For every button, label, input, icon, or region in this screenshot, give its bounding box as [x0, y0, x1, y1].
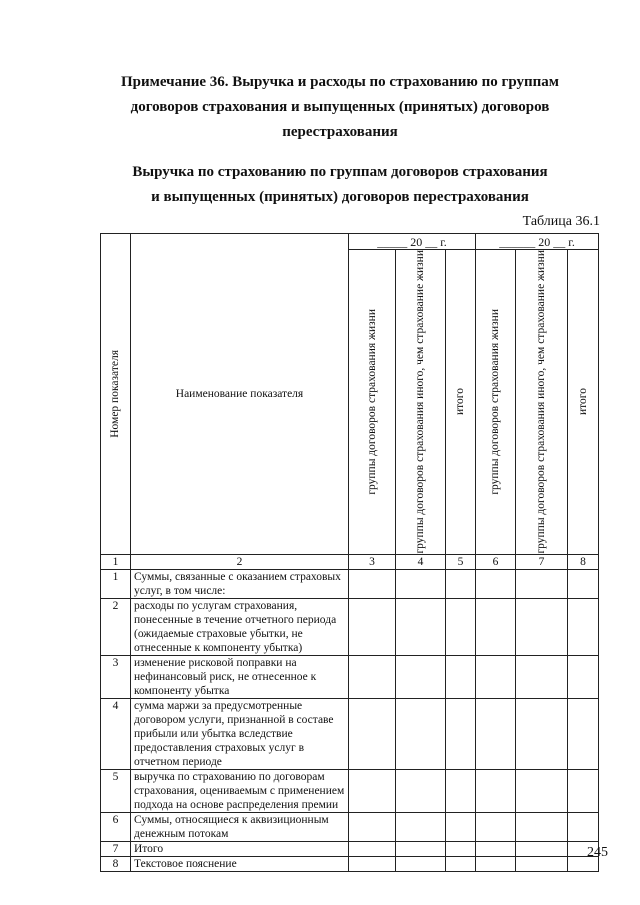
table-row: [101, 698, 599, 769]
value-cell: [349, 856, 396, 871]
value-cell: [349, 769, 396, 812]
header-number: Номер показателя: [101, 234, 131, 555]
page-title: [90, 70, 590, 145]
value-cell: [568, 598, 599, 655]
value-cell: [396, 598, 446, 655]
row-name: сумма маржи за предусмотренные договором услуги, признанной в составе прибыли или убытка вследствие предоставления страховых услуг в отчетном периоде: [131, 698, 349, 769]
table-heading-line-2: и выпущенных (принятых) договоров перестрахования: [151, 189, 529, 205]
value-cell: [568, 655, 599, 698]
value-cell: [516, 598, 568, 655]
value-cell: [516, 856, 568, 871]
value-cell: [476, 841, 516, 856]
value-cell: [446, 841, 476, 856]
value-cell: [396, 769, 446, 812]
value-cell: [476, 698, 516, 769]
header-life-2: группы договоров страхования жизни: [476, 250, 516, 555]
row-number: 8: [101, 856, 131, 871]
col-index-7: 7: [516, 554, 568, 569]
value-cell: [476, 569, 516, 598]
value-cell: [349, 841, 396, 856]
title-line-1: Примечание 36. Выручка и расходы по страхованию по группам: [121, 74, 559, 90]
value-cell: [446, 569, 476, 598]
value-cell: [476, 769, 516, 812]
value-cell: [396, 841, 446, 856]
col-index-8: 8: [568, 554, 599, 569]
header-name: Наименование показателя: [131, 234, 349, 555]
table-row: [101, 655, 599, 698]
value-cell: [568, 769, 599, 812]
value-cell: [446, 812, 476, 841]
value-cell: [396, 698, 446, 769]
row-name: Итого: [131, 841, 349, 856]
value-cell: [349, 569, 396, 598]
row-number: 7: [101, 841, 131, 856]
value-cell: [396, 655, 446, 698]
row-number: 2: [101, 598, 131, 655]
header-life-1: группы договоров страхования жизни: [349, 250, 396, 555]
value-cell: [516, 698, 568, 769]
row-name: изменение рисковой поправки на нефинансовый риск, не отнесенное к компоненту убытка: [131, 655, 349, 698]
row-number: 6: [101, 812, 131, 841]
value-cell: [516, 769, 568, 812]
revenue-table: [100, 233, 599, 872]
header-period-1: _____ 20 __ г.: [349, 234, 476, 250]
value-cell: [349, 698, 396, 769]
row-number: 5: [101, 769, 131, 812]
value-cell: [516, 569, 568, 598]
col-index-2: 2: [131, 554, 349, 569]
value-cell: [396, 569, 446, 598]
value-cell: [516, 812, 568, 841]
header-total-1: итого: [446, 250, 476, 555]
title-line-2: договоров страхования и выпущенных (принятых) договоров: [130, 99, 550, 115]
value-cell: [476, 598, 516, 655]
title-line-3: перестрахования: [282, 124, 398, 140]
row-number: 1: [101, 569, 131, 598]
value-cell: [446, 769, 476, 812]
value-cell: [446, 856, 476, 871]
table-row: [101, 598, 599, 655]
value-cell: [349, 812, 396, 841]
row-name: расходы по услугам страхования, понесенные в течение отчетного периода (ожидаемые страховые убытки, не отнесенные к компоненту убытка): [131, 598, 349, 655]
value-cell: [476, 812, 516, 841]
table-row: [101, 841, 599, 856]
header-nonlife-1: группы договоров страхования иного, чем страхование жизни: [396, 250, 446, 555]
value-cell: [349, 655, 396, 698]
col-index-1: 1: [101, 554, 131, 569]
row-number: 4: [101, 698, 131, 769]
value-cell: [446, 655, 476, 698]
row-name: выручка по страхованию по договорам страхования, оцениваемым с применением подхода на основе распределения премии: [131, 769, 349, 812]
row-name: Суммы, относящиеся к аквизиционным денежным потокам: [131, 812, 349, 841]
page-number: 245: [587, 845, 608, 860]
table-row: [101, 812, 599, 841]
value-cell: [568, 812, 599, 841]
col-index-3: 3: [349, 554, 396, 569]
value-cell: [568, 569, 599, 598]
value-cell: [446, 698, 476, 769]
table-heading-line-1: Выручка по страхованию по группам договоров страхования: [132, 164, 548, 180]
value-cell: [396, 856, 446, 871]
table-row: [101, 856, 599, 871]
col-index-5: 5: [446, 554, 476, 569]
table-caption: Таблица 36.1: [522, 214, 600, 229]
value-cell: [516, 841, 568, 856]
table-row: [101, 569, 599, 598]
col-index-6: 6: [476, 554, 516, 569]
value-cell: [476, 856, 516, 871]
value-cell: [516, 655, 568, 698]
row-name: Суммы, связанные с оказанием страховых услуг, в том числе:: [131, 569, 349, 598]
table-heading: [90, 160, 590, 210]
value-cell: [396, 812, 446, 841]
row-name: Текстовое пояснение: [131, 856, 349, 871]
value-cell: [568, 698, 599, 769]
col-index-4: 4: [396, 554, 446, 569]
value-cell: [446, 598, 476, 655]
value-cell: [349, 598, 396, 655]
header-period-2: ______ 20 __ г.: [476, 234, 599, 250]
value-cell: [476, 655, 516, 698]
table-row: [101, 769, 599, 812]
header-total-2: итого: [568, 250, 599, 555]
header-nonlife-2: группы договоров страхования иного, чем страхование жизни: [516, 250, 568, 555]
row-number: 3: [101, 655, 131, 698]
